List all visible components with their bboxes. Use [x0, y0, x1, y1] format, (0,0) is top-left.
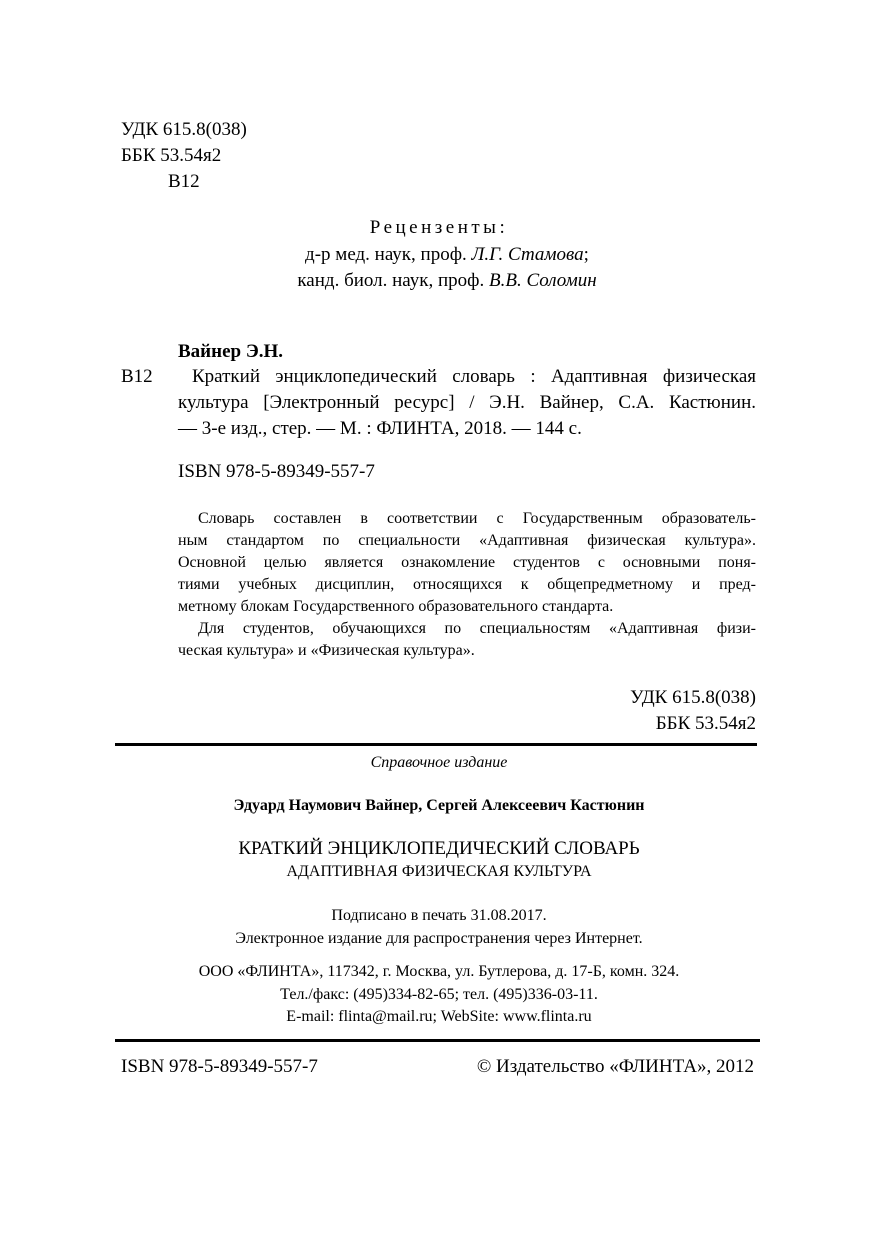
reviewer-1-name: Л.Г. Стамова: [471, 244, 584, 265]
bbk-code-right: ББК 53.54я2: [655, 713, 756, 734]
publisher-contact: E-mail: flinta@mail.ru; WebSite: www.flinta.ru: [286, 1008, 592, 1025]
reviewer-2-name: В.В. Соломин: [488, 270, 597, 291]
udk-code-right: УДК 615.8(038): [630, 687, 756, 708]
copyright: © Издательство «ФЛИНТА», 2012: [476, 1056, 754, 1077]
abstract-line: Словарь составлен в соответствии с Государственным образователь-: [198, 510, 756, 527]
biblio-author: Вайнер Э.Н.: [178, 341, 283, 362]
signed-date: Подписано в печать 31.08.2017.: [331, 907, 547, 924]
imprint-subtitle: АДАПТИВНАЯ ФИЗИЧЕСКАЯ КУЛЬТУРА: [286, 863, 592, 880]
bbk-code: ББК 53.54я2: [121, 145, 222, 166]
publisher-phone: Тел./факс: (495)334-82-65; тел. (495)336-03-11.: [280, 986, 598, 1003]
abstract-line: Для студентов, обучающихся по специальностям «Адаптивная физи-: [198, 620, 756, 637]
electronic-note: Электронное издание для распространения через Интернет.: [235, 930, 643, 947]
biblio-isbn: ISBN 978-5-89349-557-7: [178, 461, 375, 482]
abstract-line: ческая культура» и «Физическая культура».: [178, 642, 475, 659]
author-sign: В12: [168, 171, 200, 192]
reviewer-1: д-р мед. наук, проф. Л.Г. Стамова;: [305, 244, 589, 265]
footer-isbn: ISBN 978-5-89349-557-7: [121, 1056, 318, 1077]
abstract-line: ным стандартом по специальности «Адаптивная физическая культура».: [178, 532, 756, 549]
biblio-sign: В12: [121, 366, 153, 387]
biblio-line-2: культура [Электронный ресурс] / Э.Н. Вайнер, С.А. Кастюнин.: [178, 392, 756, 413]
publisher-address: ООО «ФЛИНТА», 117342, г. Москва, ул. Бутлерова, д. 17-Б, комн. 324.: [198, 963, 680, 980]
divider-bottom: [115, 1039, 760, 1042]
edition-type: Справочное издание: [370, 754, 508, 771]
biblio-line-1: Краткий энциклопедический словарь : Адаптивная физическая: [192, 366, 756, 387]
abstract-line: Основной целью является ознакомление студентов с основными поня-: [178, 554, 756, 571]
reviewers-heading: Рецензенты:: [369, 217, 509, 238]
biblio-line-3: — 3-е изд., стер. — М. : ФЛИНТА, 2018. — 144 с.: [178, 418, 582, 439]
abstract-line: метному блокам Государственного образовательного стандарта.: [178, 598, 614, 615]
udk-code: УДК 615.8(038): [121, 119, 247, 140]
reviewer-2: канд. биол. наук, проф. В.В. Соломин: [297, 270, 597, 291]
imprint-authors: Эдуард Наумович Вайнер, Сергей Алексеевич Кастюнин: [233, 797, 645, 814]
divider-top: [115, 743, 757, 746]
imprint-title: КРАТКИЙ ЭНЦИКЛОПЕДИЧЕСКИЙ СЛОВАРЬ: [238, 838, 640, 859]
abstract-line: тиями учебных дисциплин, относящихся к общепредметному и пред-: [178, 576, 756, 593]
